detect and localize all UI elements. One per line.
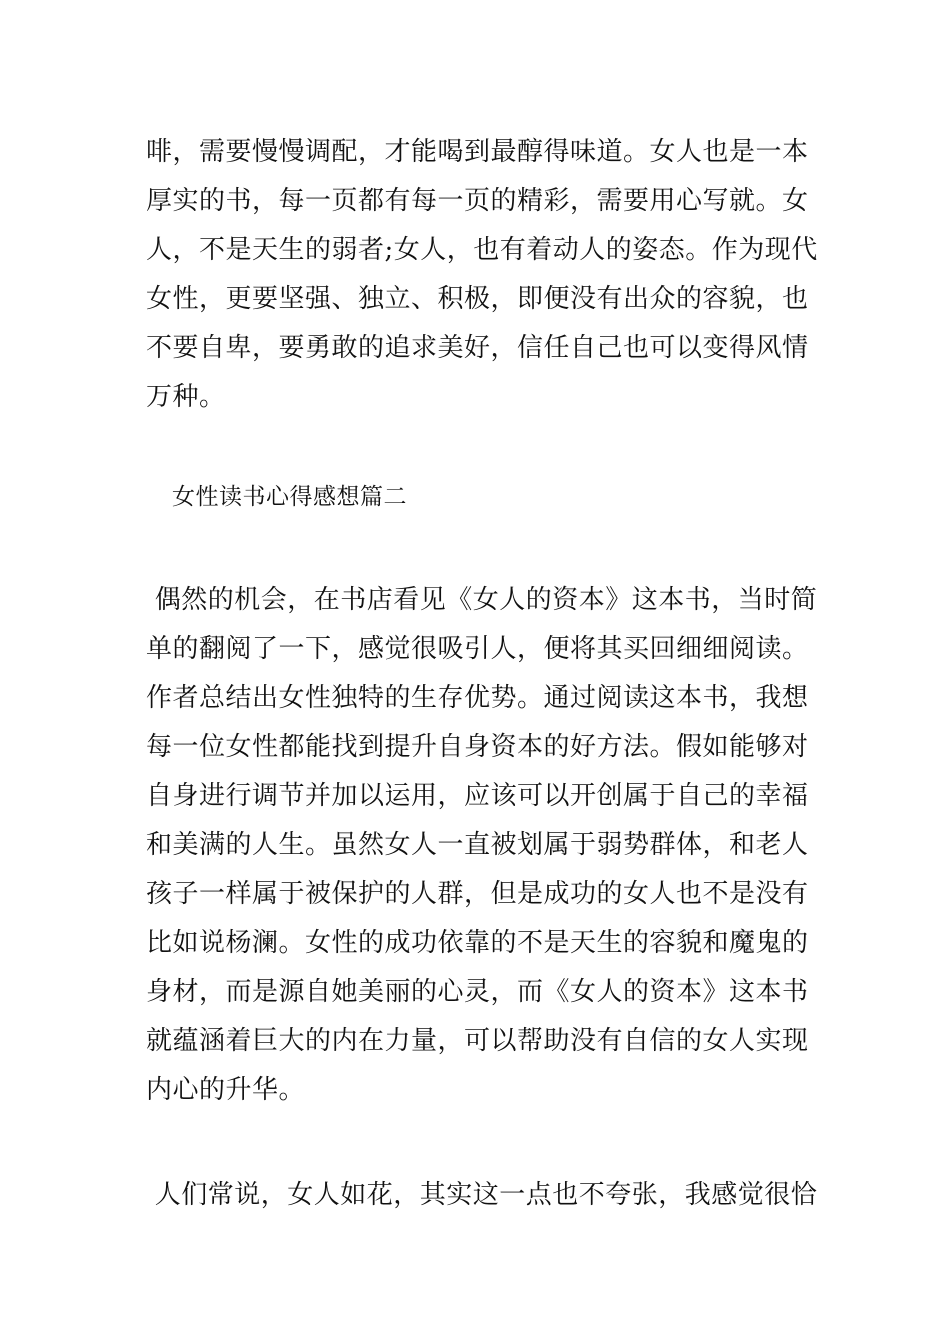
section-heading: 女性读书心得感想篇二 [172, 484, 407, 510]
paragraph-line: 人，不是天生的弱者;女人，也有着动人的姿态。作为现代 [146, 235, 818, 265]
paragraph-line: 每一位女性都能找到提升自身资本的好方法。假如能够对 [146, 732, 809, 762]
paragraph-line: 作者总结出女性独特的生存优势。通过阅读这本书，我想 [146, 683, 809, 713]
paragraph-line: 人们常说，女人如花，其实这一点也不夸张，我感觉很恰 [146, 1180, 818, 1210]
paragraph-line: 就蕴涵着巨大的内在力量，可以帮助没有自信的女人实现 [146, 1026, 809, 1056]
paragraph-line: 万种。 [146, 382, 226, 412]
paragraph-line: 不要自卑，要勇敢的追求美好，信任自己也可以变得风情 [146, 333, 809, 363]
paragraph-line: 身材，而是源自她美丽的心灵，而《女人的资本》这本书 [146, 977, 809, 1007]
paragraph-2 [146, 576, 818, 1115]
paragraph-line: 厚实的书，每一页都有每一页的精彩，需要用心写就。女 [146, 186, 809, 216]
paragraph-1 [146, 128, 818, 422]
paragraph-line: 偶然的机会，在书店看见《女人的资本》这本书，当时简 [146, 585, 818, 615]
paragraph-line: 自身进行调节并加以运用，应该可以开创属于自己的幸福 [146, 781, 809, 811]
paragraph-line: 单的翻阅了一下，感觉很吸引人，便将其买回细细阅读。 [146, 634, 809, 664]
paragraph-line: 女性，更要坚强、独立、积极，即便没有出众的容貌，也 [146, 284, 809, 314]
paragraph-line: 孩子一样属于被保护的人群，但是成功的女人也不是没有 [146, 879, 809, 909]
paragraph-line: 啡，需要慢慢调配，才能喝到最醇得味道。女人也是一本 [146, 137, 809, 167]
paragraph-3 [146, 1171, 818, 1220]
paragraph-line: 内心的升华。 [146, 1075, 306, 1105]
paragraph-line: 比如说杨澜。女性的成功依靠的不是天生的容貌和魔鬼的 [146, 928, 809, 958]
paragraph-line: 和美满的人生。虽然女人一直被划属于弱势群体，和老人 [146, 830, 809, 860]
